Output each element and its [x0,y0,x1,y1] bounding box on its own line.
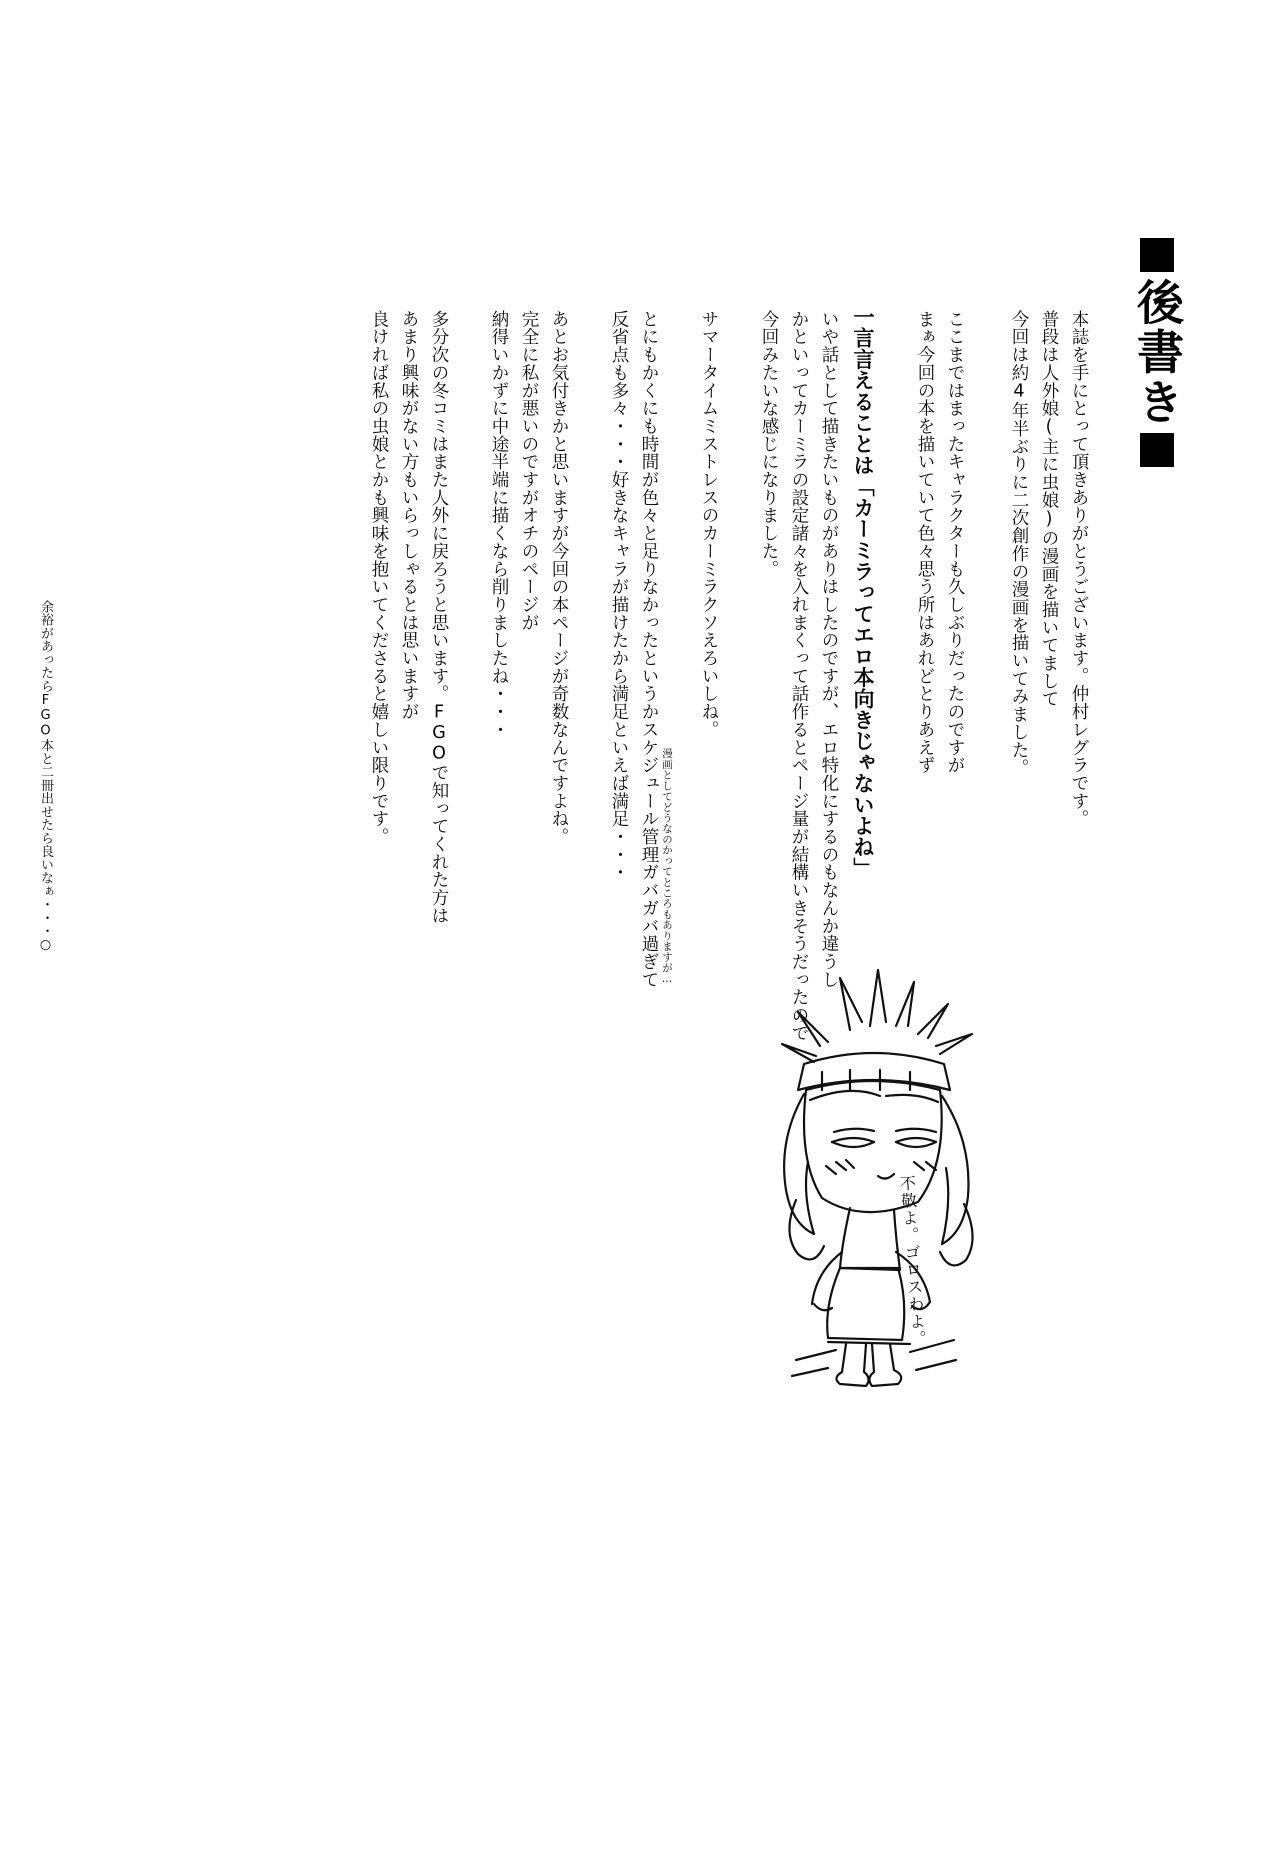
body-line: 普段は人外娘(主に虫娘)の漫画を描いてまして [1039,310,1059,708]
square-ornament-top [1140,238,1174,272]
body-line: 本誌を手にとって頂きありがとうございます。仲村レグラです。 [1069,310,1089,828]
body-line: 多分次の冬コミはまた人外に戻ろうと思います。FGOで知ってくれた方は [429,310,449,925]
body-line-emphasis: 一言言えることは「カーミラってエロ本向きじゃないよね」 [851,306,875,879]
footnote: 余裕があったらFGO本と二冊出せたら良いなぁ・・・○ [38,600,53,953]
body-line: 納得いかずに中途半端に描くなら削りましたね・・・ [489,310,509,739]
afterword-heading-text: 後書き [1129,278,1184,428]
body-line: まぁ今回の本を描いていて色々思う所はあれどとりあえず [915,310,935,775]
body-line: あとお気付きかと思いますが今回の本ページが奇数なんですよね。 [549,310,569,846]
body-line: あまり興味がない方もいらっしゃるとは思いますが [399,310,419,721]
body-line: とにもかくにも時間が色々と足りなかったというかスケジュール管理ガバガバ過ぎて [639,310,659,989]
body-line: かといってカーミラの設定諸々を入れまくって話作るとページ量が結構いきそうだったので [789,310,809,1042]
square-ornament-bottom [1140,433,1174,467]
inline-annotation: 漫画としてどうなのかってところもありますが… [661,748,673,986]
body-line: 今回は約4年半ぶりに二次創作の漫画を描いてみました。 [1009,310,1029,777]
body-line: サマータイムミストレスのカーミラクソえろいしね。 [699,310,719,739]
body-line: いや話として描きたいものがありはしたのですが、エロ特化にするのもなんか違うし [819,310,839,989]
body-line: 今回みたいな感じになりました。 [759,310,779,578]
body-line: ここまではまったキャラクターも久しぶりだったのですが [945,310,965,775]
body-line: 良ければ私の虫娘とかも興味を抱いてくださると嬉しい限りです。 [369,310,389,846]
chibi-carmilla-sketch [700,960,1030,1390]
page-title [1129,238,1184,467]
chibi-speech-note: 不敬よ。ゴロスわよ。 [896,1174,929,1349]
body-line: 完全に私が悪いのですがオチのページが [519,310,539,632]
body-line: 反省点も多々・・・好きなキャラが描けたから満足といえば満足・・・ [609,310,629,882]
